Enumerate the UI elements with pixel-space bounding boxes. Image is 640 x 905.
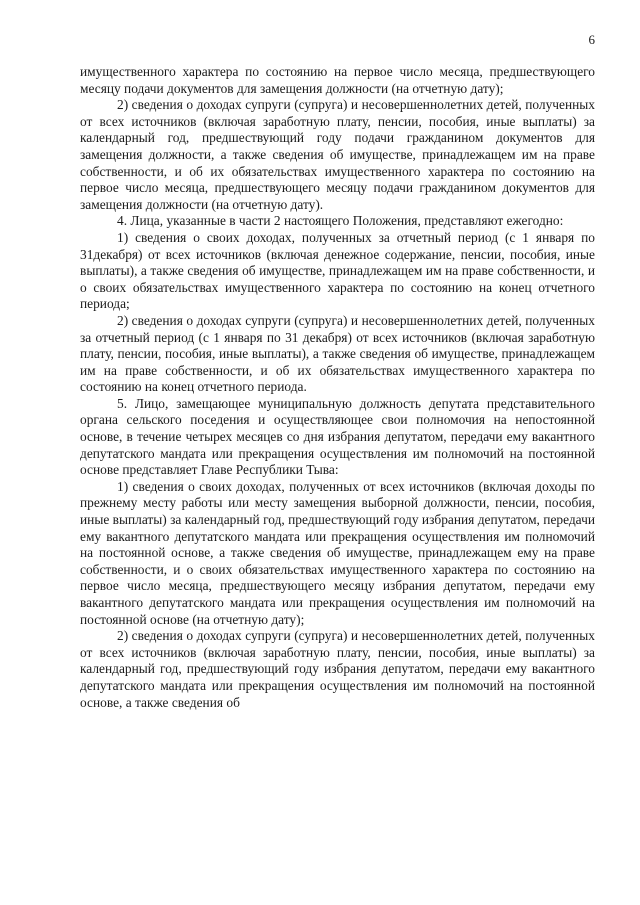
paragraph-6: 5. Лицо, замещающее муниципальную должность депутата представительного органа сельского поседения и осуществляющее свои полномочия на непостоянной основе, в течение четырех месяцев со дня избрания депутатом, передачи ему вакантного депутатского мандата или прекращения осуществления им полномочий на постоянной основе представляет Главе Республики Тыва: [80,395,595,478]
page-number: 6 [588,32,595,47]
paragraph-2: 2) сведения о доходах супруги (супруга) и несовершеннолетних детей, полученных от всех источников (включая заработную плату, пенсии, пособия, иные выплаты) за календарный год, предшествующий году подачи гражданином документов для замещения должности, а также сведения об имуществе, принадлежащем им на праве собственности, и об их обязательствах имущественного характера по состоянию на первое число месяца, предшествующего месяцу подачи гражданином документов для замещения должности (на отчетную дату). [80,97,595,212]
document-body [80,64,595,711]
paragraph-3: 4. Лица, указанные в части 2 настоящего Положения, представляют ежегодно: [117,213,564,229]
paragraph-1: имущественного характера по состоянию на первое число месяца, предшествующего месяцу подачи документов для замещения должности (на отчетную дату); [80,64,595,96]
paragraph-4: 1) сведения о своих доходах, полученных за отчетный период (с 1 января по 31декабря) от всех источников (включая денежное содержание, пенсии, пособия, иные выплаты), а также сведения об имуществе, принадлежащем им на праве собственности, и о своих обязательствах имущественного характера по состоянию на конец отчетного периода; [80,229,595,312]
paragraph-8: 2) сведения о доходах супруги (супруга) и несовершеннолетних детей, полученных от всех источников (включая заработную плату, пенсии, пособия, иные выплаты) за календарный год, предшествующий году избрания депутатом, передачи ему вакантного депутатского мандата или прекращения осуществления им полномочий на постоянной основе, а также сведения об [80,628,595,710]
paragraph-5: 2) сведения о доходах супруги (супруга) и несовершеннолетних детей, полученных за отчетный период (с 1 января по 31 декабря) от всех источников (включая заработную плату, пенсии, пособия, иные выплаты), а также сведения об имуществе, принадлежащем им на праве собственности, и об их обязательствах имущественного характера по состоянию на конец отчетного периода. [80,312,595,395]
paragraph-7: 1) сведения о своих доходах, полученных от всех источников (включая доходы по прежнему месту работы или месту замещения выборной должности, пенсии, пособия, иные выплаты) за календарный год, предшествующий году избрания депутатом, передачи ему вакантного депутатского мандата или прекращения осуществления им полномочий на постоянной основе, а также сведения об имуществе, принадлежащем ему на праве собственности, и о своих обязательствах имущественного характера по состоянию на первое число месяца, предшествующего месяцу избрания депутатом, передачи ему вакантного депутатского мандата или прекращения осуществления им полномочий на постоянной основе (на отчетную дату); [80,478,595,627]
